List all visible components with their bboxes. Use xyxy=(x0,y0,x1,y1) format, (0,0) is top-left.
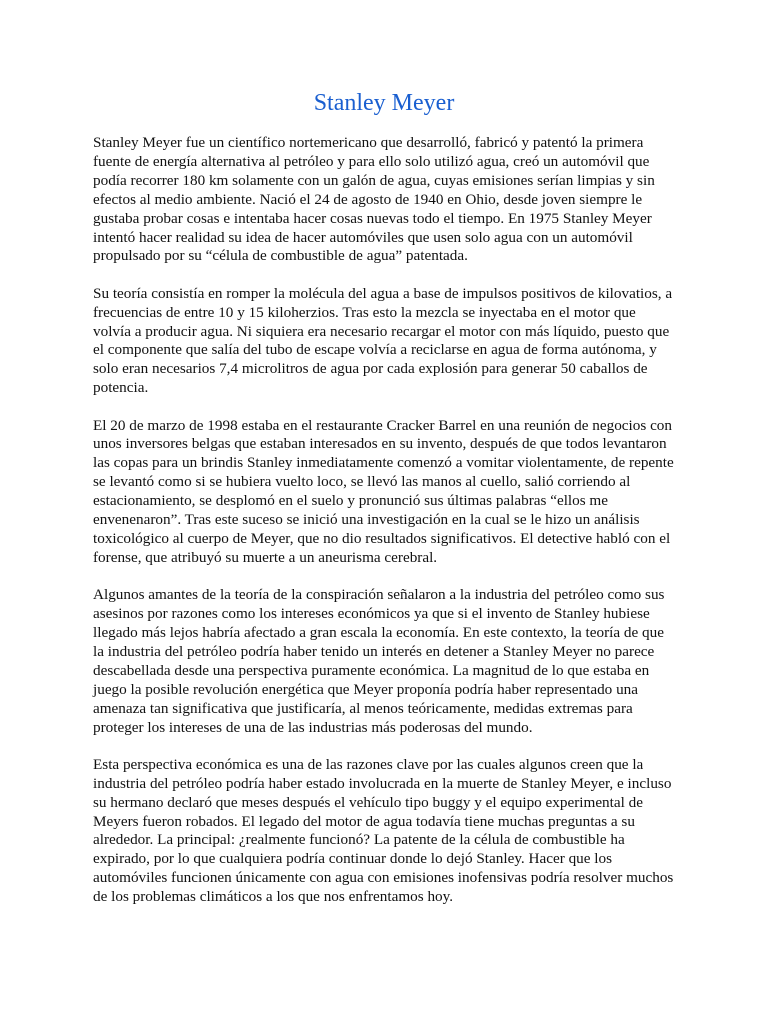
paragraph-intro: Stanley Meyer fue un científico nortemericano que desarrolló, fabricó y patentó la primera fuente de energía alternativa al petróleo y para ello solo utilizó agua, creó un automóvil que podía recorrer 180 km solamente con un galón de agua, cuyas emisiones serían limpias y sin efectos al medio ambiente. Nació el 24 de agosto de 1940 en Ohio, desde joven siempre le gustaba probar cosas e intentaba hacer cosas nuevas todo el tiempo. En 1975 Stanley Meyer intentó hacer realidad su idea de hacer automóviles que usen solo agua con un automóvil propulsado por su “célula de combustible de agua” patentada. xyxy=(93,134,655,265)
paragraph-theory: Su teoría consistía en romper la molécula del agua a base de impulsos positivos de kilovatios, a frecuencias de entre 10 y 15 kiloherzios. Tras esto la mezcla se inyectaba en el motor que volvía a producir agua. Ni siquiera era necesario recargar el motor con más líquido, puesto que el componente que salía del tubo de escape volvía a reciclarse en agua de forma autónoma, y solo eran necesarios 7,4 microlitros de agua por cada explosión para generar 50 caballos de potencia. xyxy=(93,284,673,397)
paragraph-legacy: Esta perspectiva económica es una de las razones clave por las cuales algunos creen que la industria del petróleo podría haber estado involucrada en la muerte de Stanley Meyer, e incluso su hermano declaró que meses después el vehículo tipo buggy y el equipo experimental de Meyers fueron robados. El legado del motor de agua todavía tiene muchas preguntas a su alrededor. La principal: ¿realmente funcionó? La patente de la célula de combustible ha expirado, por lo que cualquiera podría continuar donde lo dejó Stanley. Hacer que los automóviles funcionen únicamente con agua con emisiones inofensivas podría resolver muchos de los problemas climáticos a los que nos enfrentamos hoy. xyxy=(93,755,674,906)
paragraph-conspiracy: Algunos amantes de la teoría de la conspiración señalaron a la industria del petróleo como sus asesinos por razones como los intereses económicos ya que si el invento de Stanley hubiese llegado más lejos habría afectado a gran escala la economía. En este contexto, la teoría de que la industria del petróleo podría haber tenido un interés en detener a Stanley Meyer no parece descabellada desde una perspectiva puramente económica. La magnitud de lo que estaba en juego la posible revolución energética que Meyer proponía podría haber representado una amenaza tan significativa que justificaría, al menos teóricamente, medidas extremas para proteger los intereses de una de las industrias más poderosas del mundo. xyxy=(93,586,665,736)
paragraph-death: El 20 de marzo de 1998 estaba en el restaurante Cracker Barrel en una reunión de negocios con unos inversores belgas que estaban interesados en su invento, después de que todos levantaron las copas para un brindis Stanley inmediatamente comenzó a vomitar violentamente, de repente se levantó como si se hubiera vuelto loco, se llevó las manos al cuello, salió corriendo al estacionamiento, se desplomó en el suelo y pronunció sus últimas palabras “ellos me envenenaron”. Tras este suceso se inició una investigación en la cual se le hizo un análisis toxicológico al cuerpo de Meyer, que no dio resultados significativos. El detective habló con el forense, que atribuyó su muerte a un aneurisma cerebral. xyxy=(93,416,674,566)
document-title: Stanley Meyer xyxy=(313,90,455,116)
document-body xyxy=(93,134,675,907)
